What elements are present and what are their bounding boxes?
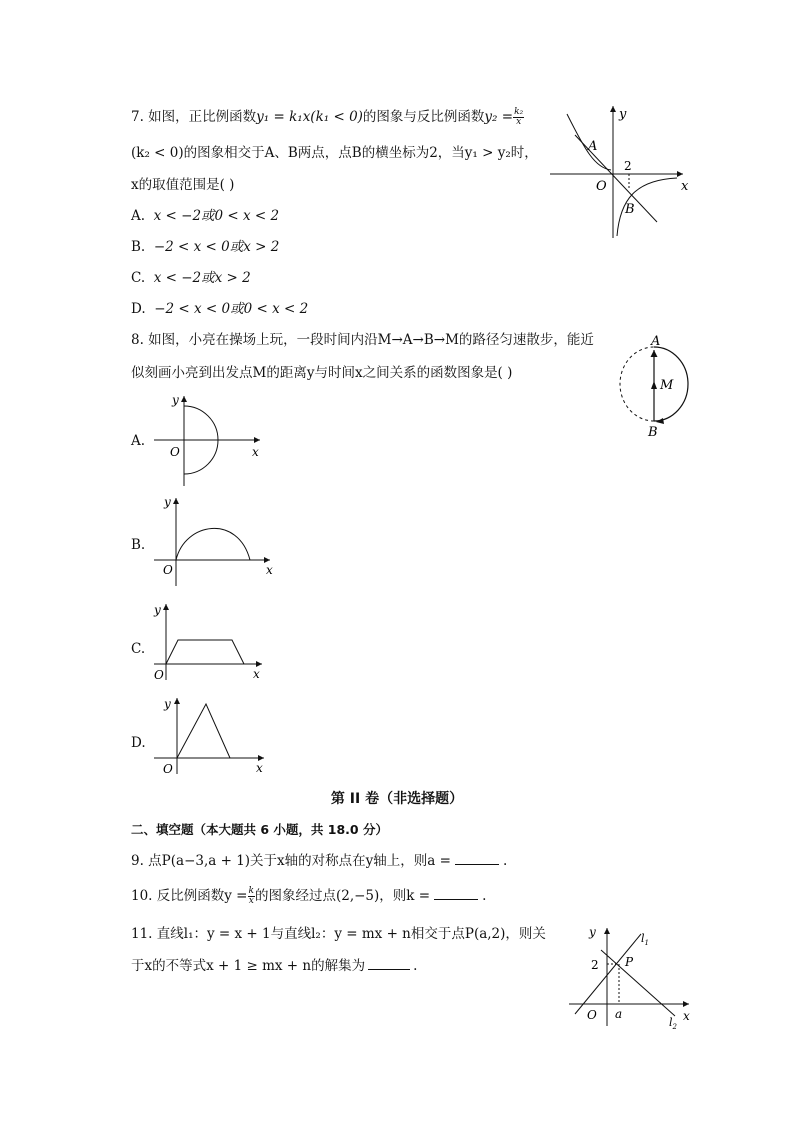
q11-l1-sub: 1	[644, 939, 649, 947]
q7-option-b-text: −2 < x < 0或x > 2	[153, 239, 280, 255]
q8c-label-y: y	[154, 603, 161, 617]
q10-frac-num: k	[248, 886, 254, 896]
q10-stem-mid: 的图象经过点(2,−5)，则k =	[254, 888, 431, 904]
q8d-label-y: y	[164, 697, 171, 711]
q7-line3: x的取值范围是( )	[131, 177, 235, 193]
q7-stem-start: 7. 如图，正比例函数	[131, 109, 257, 125]
q7-frac-num: k₂	[514, 107, 524, 117]
q7-label-o: O	[596, 179, 607, 194]
q8-option-b-label[interactable]: B.	[131, 537, 146, 553]
q7-label-a: A	[588, 139, 598, 154]
q7-formula-y1: y₁ = k₁x(k₁ < 0)	[256, 109, 363, 125]
q8d-triangle	[177, 704, 230, 758]
q11-label-p: P	[625, 955, 634, 969]
q8a-label-y: y	[172, 393, 179, 407]
q11-line1: 11. 直线l₁：y = x + 1与直线l₂：y = mx + n相交于点P(a,2)，则关	[131, 926, 546, 942]
q10-period: .	[482, 888, 487, 904]
q11-label-a: a	[615, 1007, 623, 1021]
q8d-label-o: O	[163, 762, 173, 776]
q8-label-a: A	[651, 334, 661, 349]
q8b-arc	[176, 528, 250, 560]
q7-label-x: x	[681, 179, 689, 194]
q8-option-c-graph[interactable]	[150, 600, 270, 684]
q7-frac-den: x	[516, 117, 522, 127]
q11-line-l2	[601, 950, 675, 1016]
q8-label-m: M	[660, 378, 674, 393]
q9-stem: 9. 点P(a−3,a + 1)关于x轴的对称点在y轴上，则a =	[131, 853, 451, 869]
q7-label-b: B	[625, 202, 635, 217]
q8a-label-x: x	[252, 445, 259, 459]
q8-start-arrow	[651, 381, 657, 389]
q11-line2	[131, 957, 417, 975]
q10-stem-start: 10. 反比例函数y =	[131, 888, 248, 904]
q7-fraction	[513, 108, 524, 127]
q7-option-d[interactable]	[131, 300, 308, 318]
q8-line2: 似刻画小亮到出发点M的距离y与时间x之间关系的函数图象是( )	[131, 365, 513, 381]
q7-option-b-label: B.	[131, 239, 146, 255]
q7-option-c[interactable]	[131, 269, 251, 287]
q11-label-2: 2	[591, 958, 599, 972]
q8-label-b: B	[648, 425, 658, 440]
q8-line1: 8. 如图，小亮在操场上玩，一段时间内沿M→A→B→M的路径匀速散步，能近	[131, 332, 594, 348]
q7-option-b[interactable]	[131, 238, 279, 256]
q11-label-l1	[641, 932, 649, 947]
q10-fraction	[248, 887, 255, 906]
q7-option-c-label: C.	[131, 270, 146, 286]
q11-period: .	[413, 958, 418, 974]
q8b-label-o: O	[163, 563, 173, 577]
q8-path-figure	[612, 333, 696, 441]
q10-line	[131, 887, 486, 906]
q8c-trapezoid	[166, 640, 244, 664]
q7-label-2: 2	[624, 159, 632, 173]
q11-label-y: y	[589, 925, 596, 939]
q8-option-a-label[interactable]: A.	[131, 433, 146, 449]
q7-formula-y2: y₂ =	[484, 109, 514, 125]
q10-frac-den: x	[248, 896, 254, 906]
q8c-label-o: O	[154, 668, 164, 682]
q8-option-c-label[interactable]: C.	[131, 641, 146, 657]
q11-label-o: O	[587, 1008, 597, 1022]
q8b-label-x: x	[266, 563, 273, 577]
q7-line1	[131, 108, 524, 127]
q9-answer-blank[interactable]	[455, 852, 499, 865]
q8-option-b-graph[interactable]	[150, 492, 280, 592]
q8-option-a-graph[interactable]	[150, 390, 270, 490]
q8b-label-y: y	[164, 495, 171, 509]
q7-option-d-text: −2 < x < 0或0 < x < 2	[154, 301, 309, 317]
part2-title: 第 II 卷（非选择题）	[330, 791, 464, 807]
q7-line2: (k₂ < 0)的图象相交于A、B两点，点B的横坐标为2，当y₁ > y₂时，	[131, 145, 538, 161]
q11-line-l1	[575, 934, 641, 1014]
q11-stem: 于x的不等式x + 1 ≥ mx + n的解集为	[131, 958, 366, 974]
q8a-label-o: O	[170, 445, 180, 459]
q8-option-d-label[interactable]: D.	[131, 735, 146, 751]
q7-graph	[545, 100, 695, 240]
q11-answer-blank[interactable]	[368, 957, 410, 970]
q11-l2-sub: 2	[672, 1023, 677, 1030]
q7-option-a[interactable]	[131, 207, 279, 225]
q9-line	[131, 852, 507, 870]
q10-answer-blank[interactable]	[434, 887, 478, 900]
q8d-label-x: x	[256, 761, 263, 775]
q11-graph	[565, 922, 695, 1030]
q9-period: .	[502, 853, 508, 869]
q11-label-l2	[669, 1016, 678, 1030]
q8-dashed-arc	[620, 347, 654, 421]
q11-l2-letter: l	[669, 1016, 673, 1029]
q7-option-a-label: A.	[131, 208, 146, 224]
q8-option-d-graph[interactable]	[150, 694, 270, 778]
section-fill-blank: 二、填空题（本大题共 6 小题，共 18.0 分）	[131, 822, 388, 837]
q7-option-d-label: D.	[131, 301, 146, 317]
q8c-label-x: x	[253, 667, 260, 681]
q7-label-y: y	[619, 107, 627, 122]
q11-l1-letter: l	[641, 932, 645, 945]
q7-option-a-text: x < −2或0 < x < 2	[153, 208, 280, 224]
q7-option-c-text: x < −2或x > 2	[153, 270, 251, 286]
q11-label-x: x	[683, 1009, 690, 1023]
q7-stem-mid: 的图象与反比例函数	[362, 109, 485, 125]
